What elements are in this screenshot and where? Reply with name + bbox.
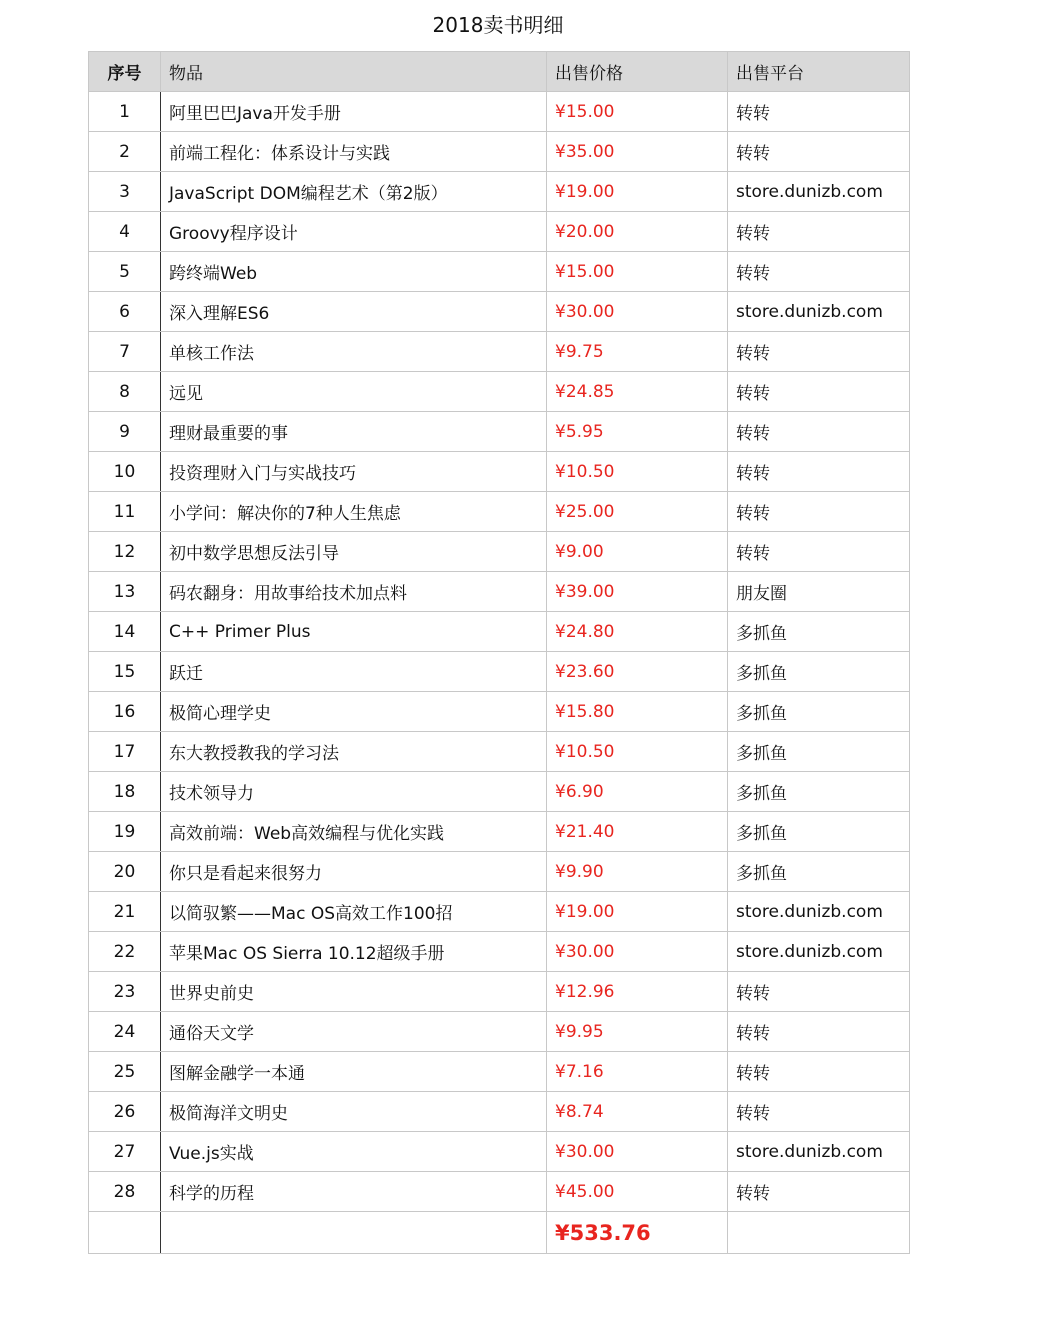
row-platform: store.dunizb.com [728, 1132, 910, 1172]
row-item: JavaScript DOM编程艺术（第2版） [161, 172, 547, 212]
header-platform: 出售平台 [728, 52, 910, 92]
row-price: ¥15.00 [547, 92, 728, 132]
table-row [89, 1012, 910, 1052]
header-price: 出售价格 [547, 52, 728, 92]
table-row [89, 852, 910, 892]
row-platform: 转转 [728, 1052, 910, 1092]
row-price: ¥7.16 [547, 1052, 728, 1092]
row-price: ¥8.74 [547, 1092, 728, 1132]
row-no: 4 [89, 212, 161, 252]
row-price: ¥30.00 [547, 292, 728, 332]
row-price: ¥35.00 [547, 132, 728, 172]
row-no: 1 [89, 92, 161, 132]
row-no: 21 [89, 892, 161, 932]
row-no: 9 [89, 412, 161, 452]
row-platform: store.dunizb.com [728, 892, 910, 932]
table-row [89, 412, 910, 452]
table-body [89, 92, 910, 1212]
table-row [89, 532, 910, 572]
row-price: ¥19.00 [547, 892, 728, 932]
row-price: ¥24.80 [547, 612, 728, 652]
row-price: ¥21.40 [547, 812, 728, 852]
row-price: ¥15.80 [547, 692, 728, 732]
table-row [89, 1052, 910, 1092]
row-no: 3 [89, 172, 161, 212]
row-platform: 多抓鱼 [728, 612, 910, 652]
row-platform: store.dunizb.com [728, 292, 910, 332]
row-item: 苹果Mac OS Sierra 10.12超级手册 [161, 932, 547, 972]
table-row [89, 372, 910, 412]
table-row [89, 212, 910, 252]
row-item: 跨终端Web [161, 252, 547, 292]
table-row [89, 172, 910, 212]
row-item: 极简心理学史 [161, 692, 547, 732]
row-item: 投资理财入门与实战技巧 [161, 452, 547, 492]
row-platform: 多抓鱼 [728, 812, 910, 852]
row-platform: store.dunizb.com [728, 932, 910, 972]
total-platform-cell [728, 1212, 910, 1254]
table-row [89, 892, 910, 932]
row-platform: 转转 [728, 332, 910, 372]
sales-table [88, 51, 910, 1254]
row-platform: 转转 [728, 132, 910, 172]
row-item: C++ Primer Plus [161, 612, 547, 652]
row-platform: 转转 [728, 372, 910, 412]
row-platform: 多抓鱼 [728, 732, 910, 772]
row-item: 小学问：解决你的7种人生焦虑 [161, 492, 547, 532]
table-row [89, 252, 910, 292]
row-no: 10 [89, 452, 161, 492]
table-row [89, 652, 910, 692]
row-platform: 转转 [728, 492, 910, 532]
row-price: ¥10.50 [547, 732, 728, 772]
table-row [89, 1172, 910, 1212]
row-platform: 多抓鱼 [728, 852, 910, 892]
row-item: 单核工作法 [161, 332, 547, 372]
total-row [89, 1212, 910, 1254]
row-price: ¥15.00 [547, 252, 728, 292]
row-no: 7 [89, 332, 161, 372]
header-item: 物品 [161, 52, 547, 92]
row-price: ¥45.00 [547, 1172, 728, 1212]
total-item-cell [161, 1212, 547, 1254]
row-no: 15 [89, 652, 161, 692]
table-row [89, 692, 910, 732]
row-no: 17 [89, 732, 161, 772]
row-item: 前端工程化：体系设计与实践 [161, 132, 547, 172]
row-item: 技术领导力 [161, 772, 547, 812]
table-row [89, 972, 910, 1012]
document-title: 2018卖书明细 [432, 13, 564, 37]
table-row [89, 572, 910, 612]
row-no: 27 [89, 1132, 161, 1172]
row-price: ¥9.00 [547, 532, 728, 572]
row-no: 16 [89, 692, 161, 732]
table-row [89, 732, 910, 772]
row-item: 科学的历程 [161, 1172, 547, 1212]
row-platform: 转转 [728, 452, 910, 492]
row-item: 阿里巴巴Java开发手册 [161, 92, 547, 132]
table-row [89, 1132, 910, 1172]
row-no: 20 [89, 852, 161, 892]
row-platform: 多抓鱼 [728, 772, 910, 812]
row-no: 28 [89, 1172, 161, 1212]
row-platform: 转转 [728, 972, 910, 1012]
row-item: 跃迁 [161, 652, 547, 692]
row-platform: 多抓鱼 [728, 692, 910, 732]
row-price: ¥9.95 [547, 1012, 728, 1052]
row-item: 深入理解ES6 [161, 292, 547, 332]
row-price: ¥39.00 [547, 572, 728, 612]
row-platform: 转转 [728, 92, 910, 132]
row-no: 26 [89, 1092, 161, 1132]
total-price: ¥533.76 [547, 1212, 728, 1254]
row-no: 6 [89, 292, 161, 332]
row-no: 24 [89, 1012, 161, 1052]
row-item: 理财最重要的事 [161, 412, 547, 452]
table-row [89, 492, 910, 532]
row-item: 东大教授教我的学习法 [161, 732, 547, 772]
row-price: ¥19.00 [547, 172, 728, 212]
row-no: 18 [89, 772, 161, 812]
row-item: 图解金融学一本通 [161, 1052, 547, 1092]
row-price: ¥5.95 [547, 412, 728, 452]
row-price: ¥10.50 [547, 452, 728, 492]
table-row [89, 132, 910, 172]
row-price: ¥23.60 [547, 652, 728, 692]
row-price: ¥30.00 [547, 932, 728, 972]
table-row [89, 1092, 910, 1132]
row-platform: 转转 [728, 1092, 910, 1132]
row-item: 远见 [161, 372, 547, 412]
row-price: ¥25.00 [547, 492, 728, 532]
row-price: ¥24.85 [547, 372, 728, 412]
row-platform: 转转 [728, 212, 910, 252]
row-no: 22 [89, 932, 161, 972]
row-no: 25 [89, 1052, 161, 1092]
row-item: 世界史前史 [161, 972, 547, 1012]
row-platform: 多抓鱼 [728, 652, 910, 692]
row-no: 5 [89, 252, 161, 292]
row-platform: 转转 [728, 1012, 910, 1052]
row-no: 14 [89, 612, 161, 652]
row-item: Vue.js实战 [161, 1132, 547, 1172]
row-item: 极简海洋文明史 [161, 1092, 547, 1132]
table-row [89, 292, 910, 332]
row-no: 8 [89, 372, 161, 412]
total-no-cell [89, 1212, 161, 1254]
header-no: 序号 [89, 52, 161, 92]
row-item: 以简驭繁——Mac OS高效工作100招 [161, 892, 547, 932]
table-row [89, 332, 910, 372]
row-price: ¥20.00 [547, 212, 728, 252]
row-no: 11 [89, 492, 161, 532]
row-price: ¥9.75 [547, 332, 728, 372]
row-item: 码农翻身：用故事给技术加点料 [161, 572, 547, 612]
row-platform: store.dunizb.com [728, 172, 910, 212]
row-platform: 转转 [728, 412, 910, 452]
row-no: 12 [89, 532, 161, 572]
row-no: 13 [89, 572, 161, 612]
row-no: 19 [89, 812, 161, 852]
row-platform: 转转 [728, 532, 910, 572]
row-platform: 转转 [728, 1172, 910, 1212]
table-row [89, 612, 910, 652]
row-item: Groovy程序设计 [161, 212, 547, 252]
table-row [89, 452, 910, 492]
row-item: 高效前端：Web高效编程与优化实践 [161, 812, 547, 852]
table-row [89, 812, 910, 852]
header-row [89, 52, 910, 92]
row-no: 23 [89, 972, 161, 1012]
row-platform: 朋友圈 [728, 572, 910, 612]
row-price: ¥6.90 [547, 772, 728, 812]
row-platform: 转转 [728, 252, 910, 292]
row-price: ¥12.96 [547, 972, 728, 1012]
row-price: ¥30.00 [547, 1132, 728, 1172]
table-row [89, 932, 910, 972]
row-item: 通俗天文学 [161, 1012, 547, 1052]
table-row [89, 92, 910, 132]
row-item: 你只是看起来很努力 [161, 852, 547, 892]
row-price: ¥9.90 [547, 852, 728, 892]
row-no: 2 [89, 132, 161, 172]
row-item: 初中数学思想反法引导 [161, 532, 547, 572]
table-row [89, 772, 910, 812]
